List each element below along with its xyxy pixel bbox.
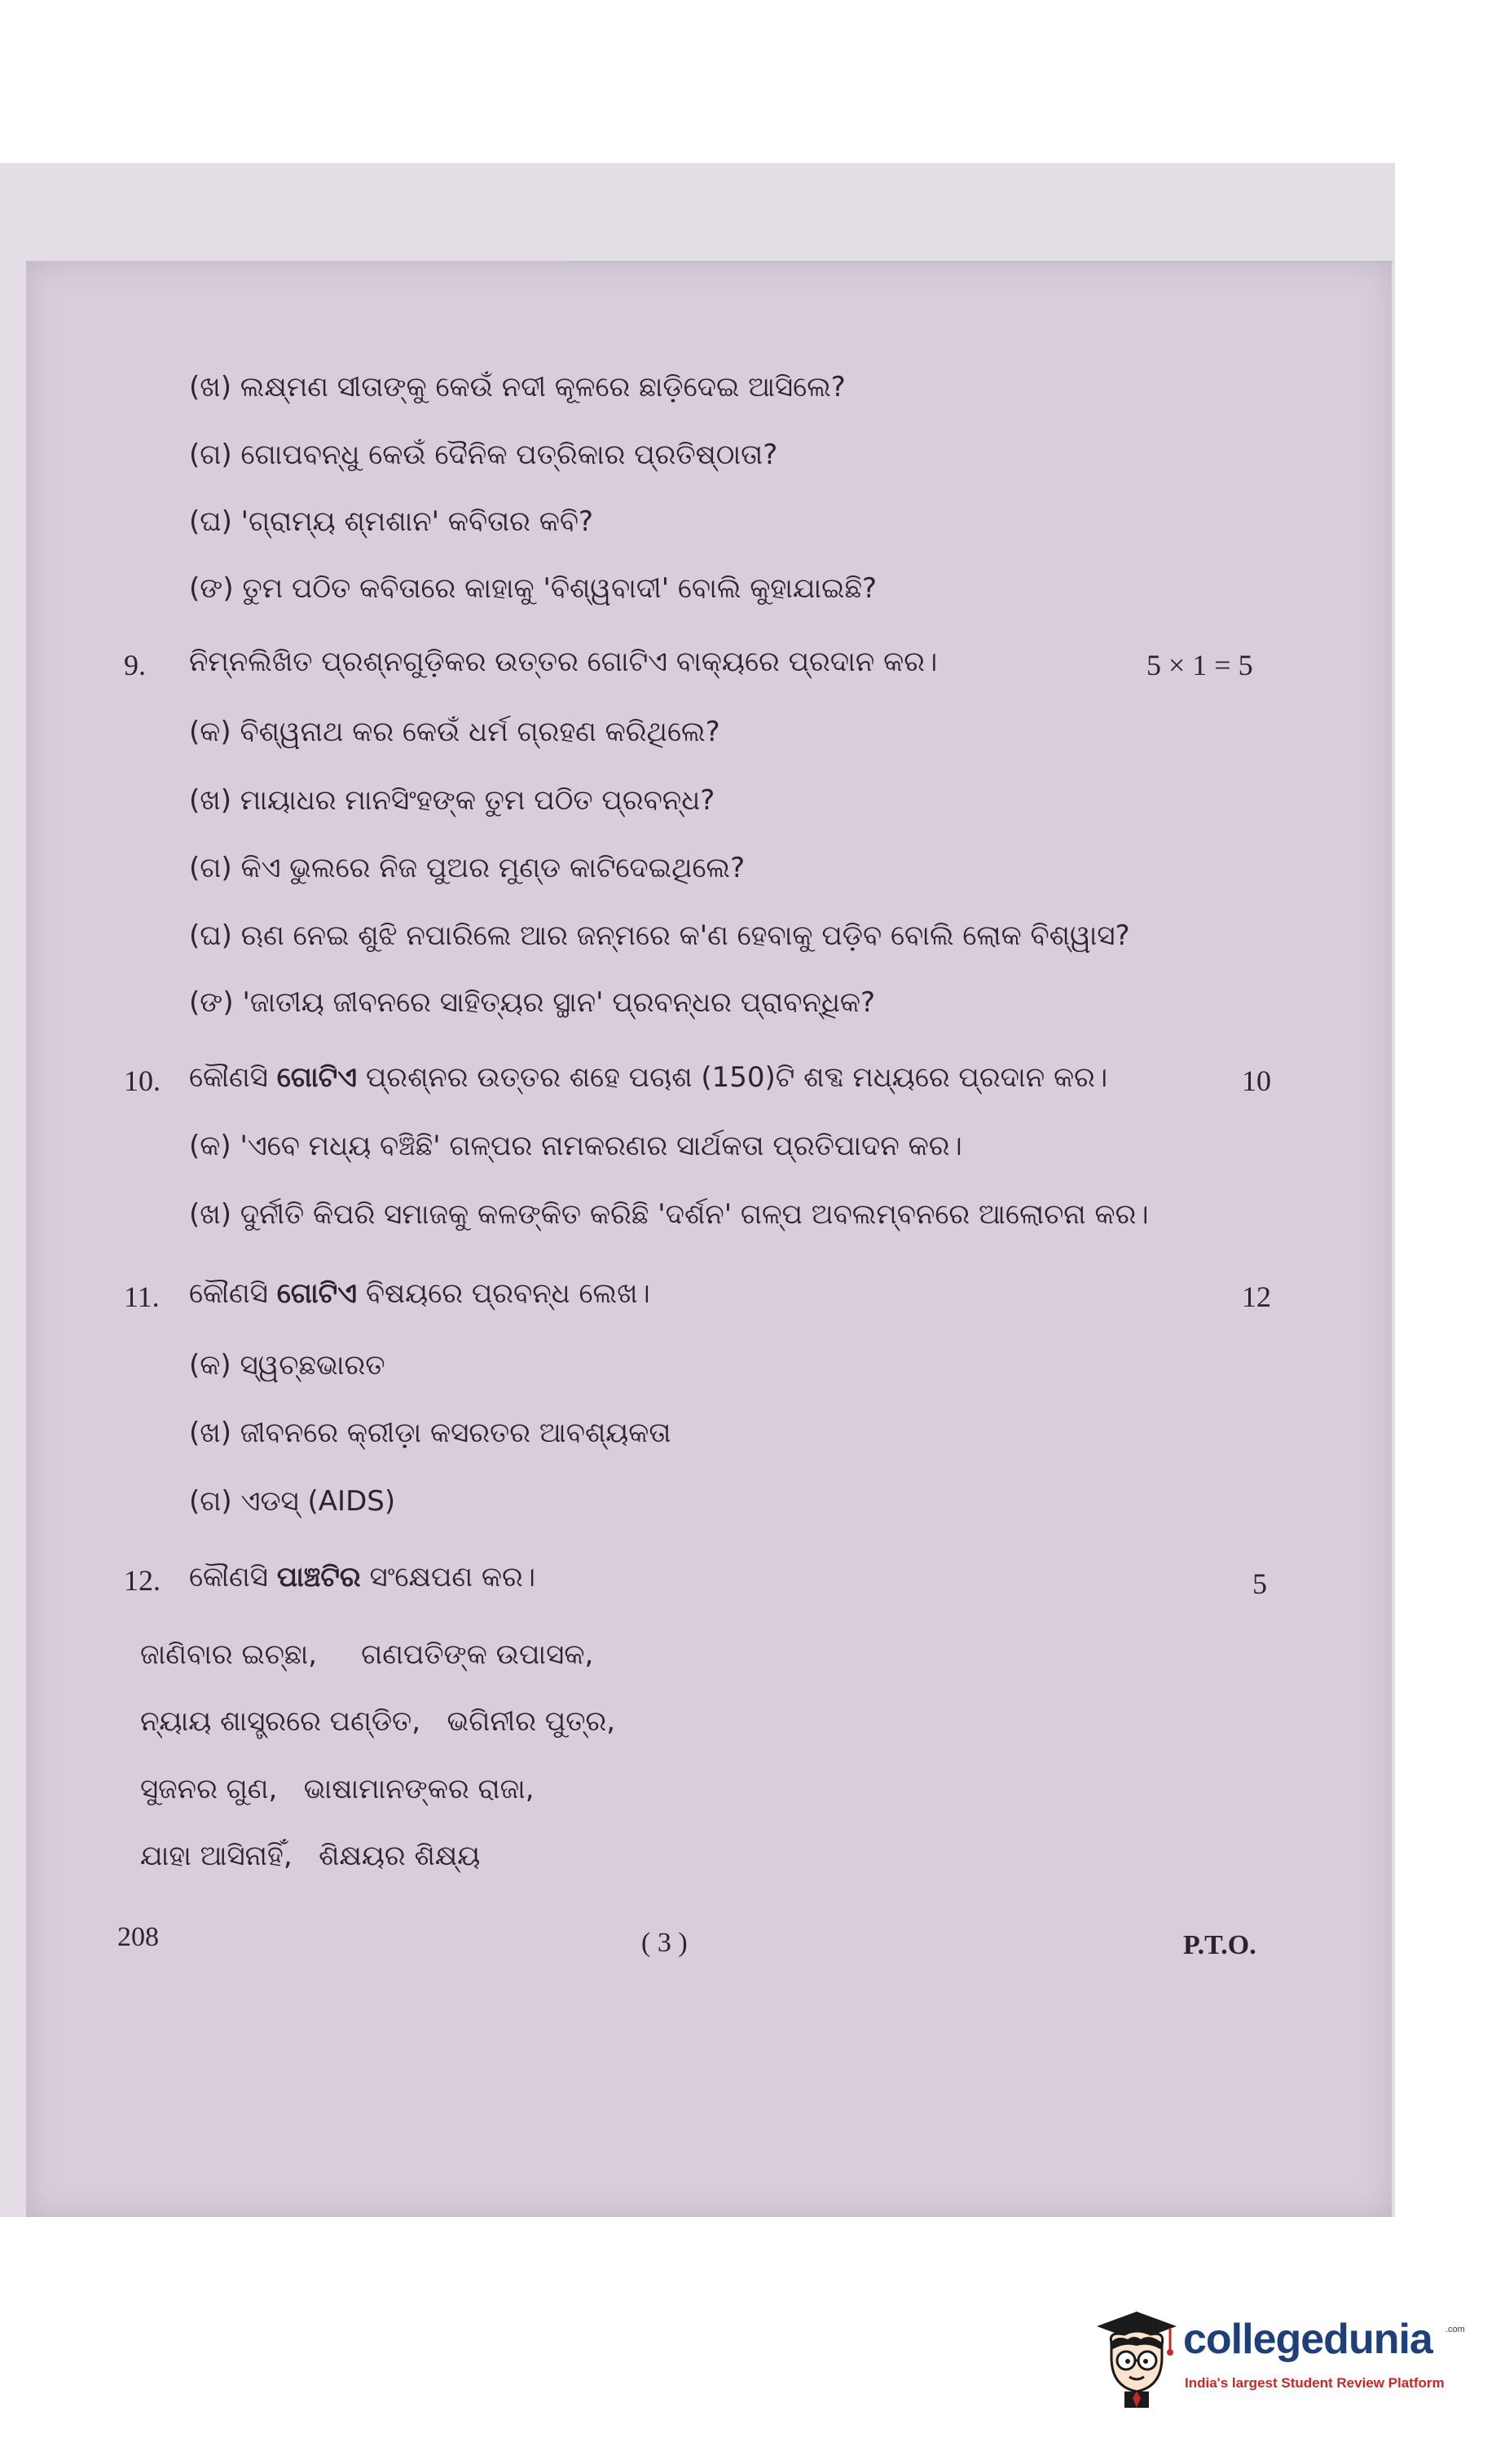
q8-item-nga: (ଙ) ତୁମ ପଠିତ କବିତାରେ କାହାକୁ 'ବିଶ୍ୱବାଦୀ' ବୋଲି କୁହାଯାଇଛି?: [189, 572, 878, 605]
q11-item-ka: (କ) ସ୍ୱଚ୍ଛଭାରତ: [189, 1349, 385, 1382]
q9-item-kha: (ଖ) ମାୟାଧର ମାନସିଂହଙ୍କ ତୁମ ପଠିତ ପ୍ରବନ୍ଧ?: [189, 784, 715, 817]
q10-prompt: [189, 1061, 1107, 1094]
q10-prompt-bold: ଗୋଟିଏ: [276, 1061, 358, 1094]
q11-prompt: [189, 1277, 650, 1310]
q10-prompt-pre: କୌଣସି: [189, 1061, 277, 1094]
q9-item-gha: (ଘ) ଋଣ ନେଇ ଶୁଝି ନପାରିଲେ ଆର ଜନ୍ମରେ କ'ଣ ହେବାକୁ ପଡ଼ିବ ବୋଲି ଲୋକ ବିଶ୍ୱାସ?: [189, 919, 1130, 952]
q10-item-ka: (କ) 'ଏବେ ମଧ୍ୟ ବଞ୍ଚିଛି' ଗଳ୍ପର ନାମକରଣର ସାର୍ଥକତା ପ୍ରତିପାଦନ କର।: [189, 1130, 962, 1162]
paper-code: 208: [117, 1922, 159, 1952]
q9-item-nga: (ଙ) 'ଜାତୀୟ ଜୀବନରେ ସାହିତ୍ୟର ସ୍ଥାନ' ପ୍ରବନ୍ଧର ପ୍ରାବନ୍ଧିକ?: [189, 986, 876, 1019]
q9-number: 9.: [124, 649, 146, 681]
q12-prompt-post: ସଂକ୍ଷେପଣ କର।: [360, 1561, 536, 1593]
q12-marks: 5: [1252, 1567, 1267, 1600]
page-number: ( 3 ): [641, 1928, 688, 1958]
q12-prompt: [189, 1561, 535, 1593]
q9-item-ga: (ଗ) କିଏ ଭୁଲରେ ନିଜ ପୁଅର ମୁଣ୍ଡ କାଟିଦେଇଥିଲେ?: [189, 852, 746, 884]
exam-content: [26, 261, 1392, 2217]
sheet-top-edge: [570, 261, 1393, 262]
q12-line-1: ଜାଣିବାର ଇଚ୍ଛା, ଗଣପତିଙ୍କ ଉପାସକ,: [140, 1638, 594, 1671]
q12-prompt-pre: କୌଣସି: [189, 1561, 277, 1593]
q11-prompt-bold: ଗୋଟିଏ: [276, 1277, 358, 1310]
q11-prompt-post: ବିଷୟରେ ପ୍ରବନ୍ଧ ଲେଖ।: [357, 1277, 650, 1310]
student-mascot-icon: [1092, 2307, 1181, 2413]
q10-item-kha: (ଖ) ଦୁର୍ନୀତି କିପରି ସମାଜକୁ କଳଙ୍କିତ କରିଛି 'ଦର୍ଶନ' ଗଳ୍ପ ଅବଲମ୍ବନରେ ଆଲୋଚନା କର।: [189, 1198, 1149, 1231]
brand-name: collegedunia: [1183, 2316, 1432, 2363]
q11-item-ga: (ଗ) ଏଡସ୍ (AIDS): [189, 1485, 396, 1518]
q8-item-kha: (ଖ) ଲକ୍ଷ୍ମଣ ସୀତାଙ୍କୁ କେଉଁ ନଦୀ କୂଳରେ ଛାଡ଼ିଦେଇ ଆସିଲେ?: [189, 371, 846, 403]
q10-number: 10.: [124, 1065, 161, 1097]
q10-prompt-post: ପ୍ରଶ୍ନର ଉତ୍ତର ଶହେ ପଚାଶ (150)ଟି ଶବ୍ଦ ମଧ୍ୟରେ ପ୍ରଦାନ କର।: [357, 1061, 1108, 1094]
q11-prompt-pre: କୌଣସି: [189, 1277, 277, 1310]
q12-line-4: ଯାହା ଆସିନାହିଁ, ଶିକ୍ଷୟର ଶିକ୍ଷ୍ୟ: [140, 1840, 481, 1872]
q9-marks: 5 × 1 = 5: [1146, 649, 1253, 681]
q8-item-ga: (ଗ) ଗୋପବନ୍ଧୁ କେଉଁ ଦୈନିକ ପତ୍ରିକାର ପ୍ରତିଷ୍ଠାତା?: [189, 439, 778, 471]
q11-marks: 12: [1242, 1280, 1271, 1313]
q12-number: 12.: [124, 1564, 161, 1597]
q9-item-ka: (କ) ବିଶ୍ୱନାଥ କର କେଉଁ ଧର୍ମ ଗ୍ରହଣ କରିଥିଲେ?: [189, 716, 720, 748]
q11-number: 11.: [124, 1280, 160, 1313]
q12-line-3: ସୁଜନର ଗୁଣ, ଭାଷାମାନଙ୍କର ରାଜା,: [140, 1773, 535, 1805]
scanned-page: [0, 163, 1395, 2217]
pto-label: P.T.O.: [1183, 1930, 1256, 1960]
q8-item-gha: (ଘ) 'ଗ୍ରାମ୍ୟ ଶ୍ମଶାନ' କବିତାର କବି?: [189, 505, 594, 538]
q10-marks: 10: [1242, 1065, 1271, 1097]
q9-prompt: ନିମ୍ନଲିଖିତ ପ୍ରଶ୍ନଗୁଡ଼ିକର ଉତ୍ତର ଗୋଟିଏ ବାକ୍ୟରେ ପ୍ରଦାନ କର।: [189, 646, 938, 678]
collegedunia-logo[interactable]: [1092, 2307, 1483, 2421]
q12-line-2: ନ୍ୟାୟ ଶାସ୍ତ୍ରରେ ପଣ୍ଡିତ, ଭଗିନୀର ପୁତ୍ର,: [140, 1705, 616, 1738]
exam-sheet: [26, 261, 1392, 2217]
brand-domain: .com: [1445, 2325, 1465, 2334]
q12-prompt-bold: ପାଞ୍ଚଟିର: [276, 1561, 361, 1593]
brand-tagline: India's largest Student Review Platform: [1185, 2375, 1445, 2391]
q11-item-kha: (ଖ) ଜୀବନରେ କ୍ରୀଡ଼ା କସରତର ଆବଶ୍ୟକତା: [189, 1417, 671, 1449]
